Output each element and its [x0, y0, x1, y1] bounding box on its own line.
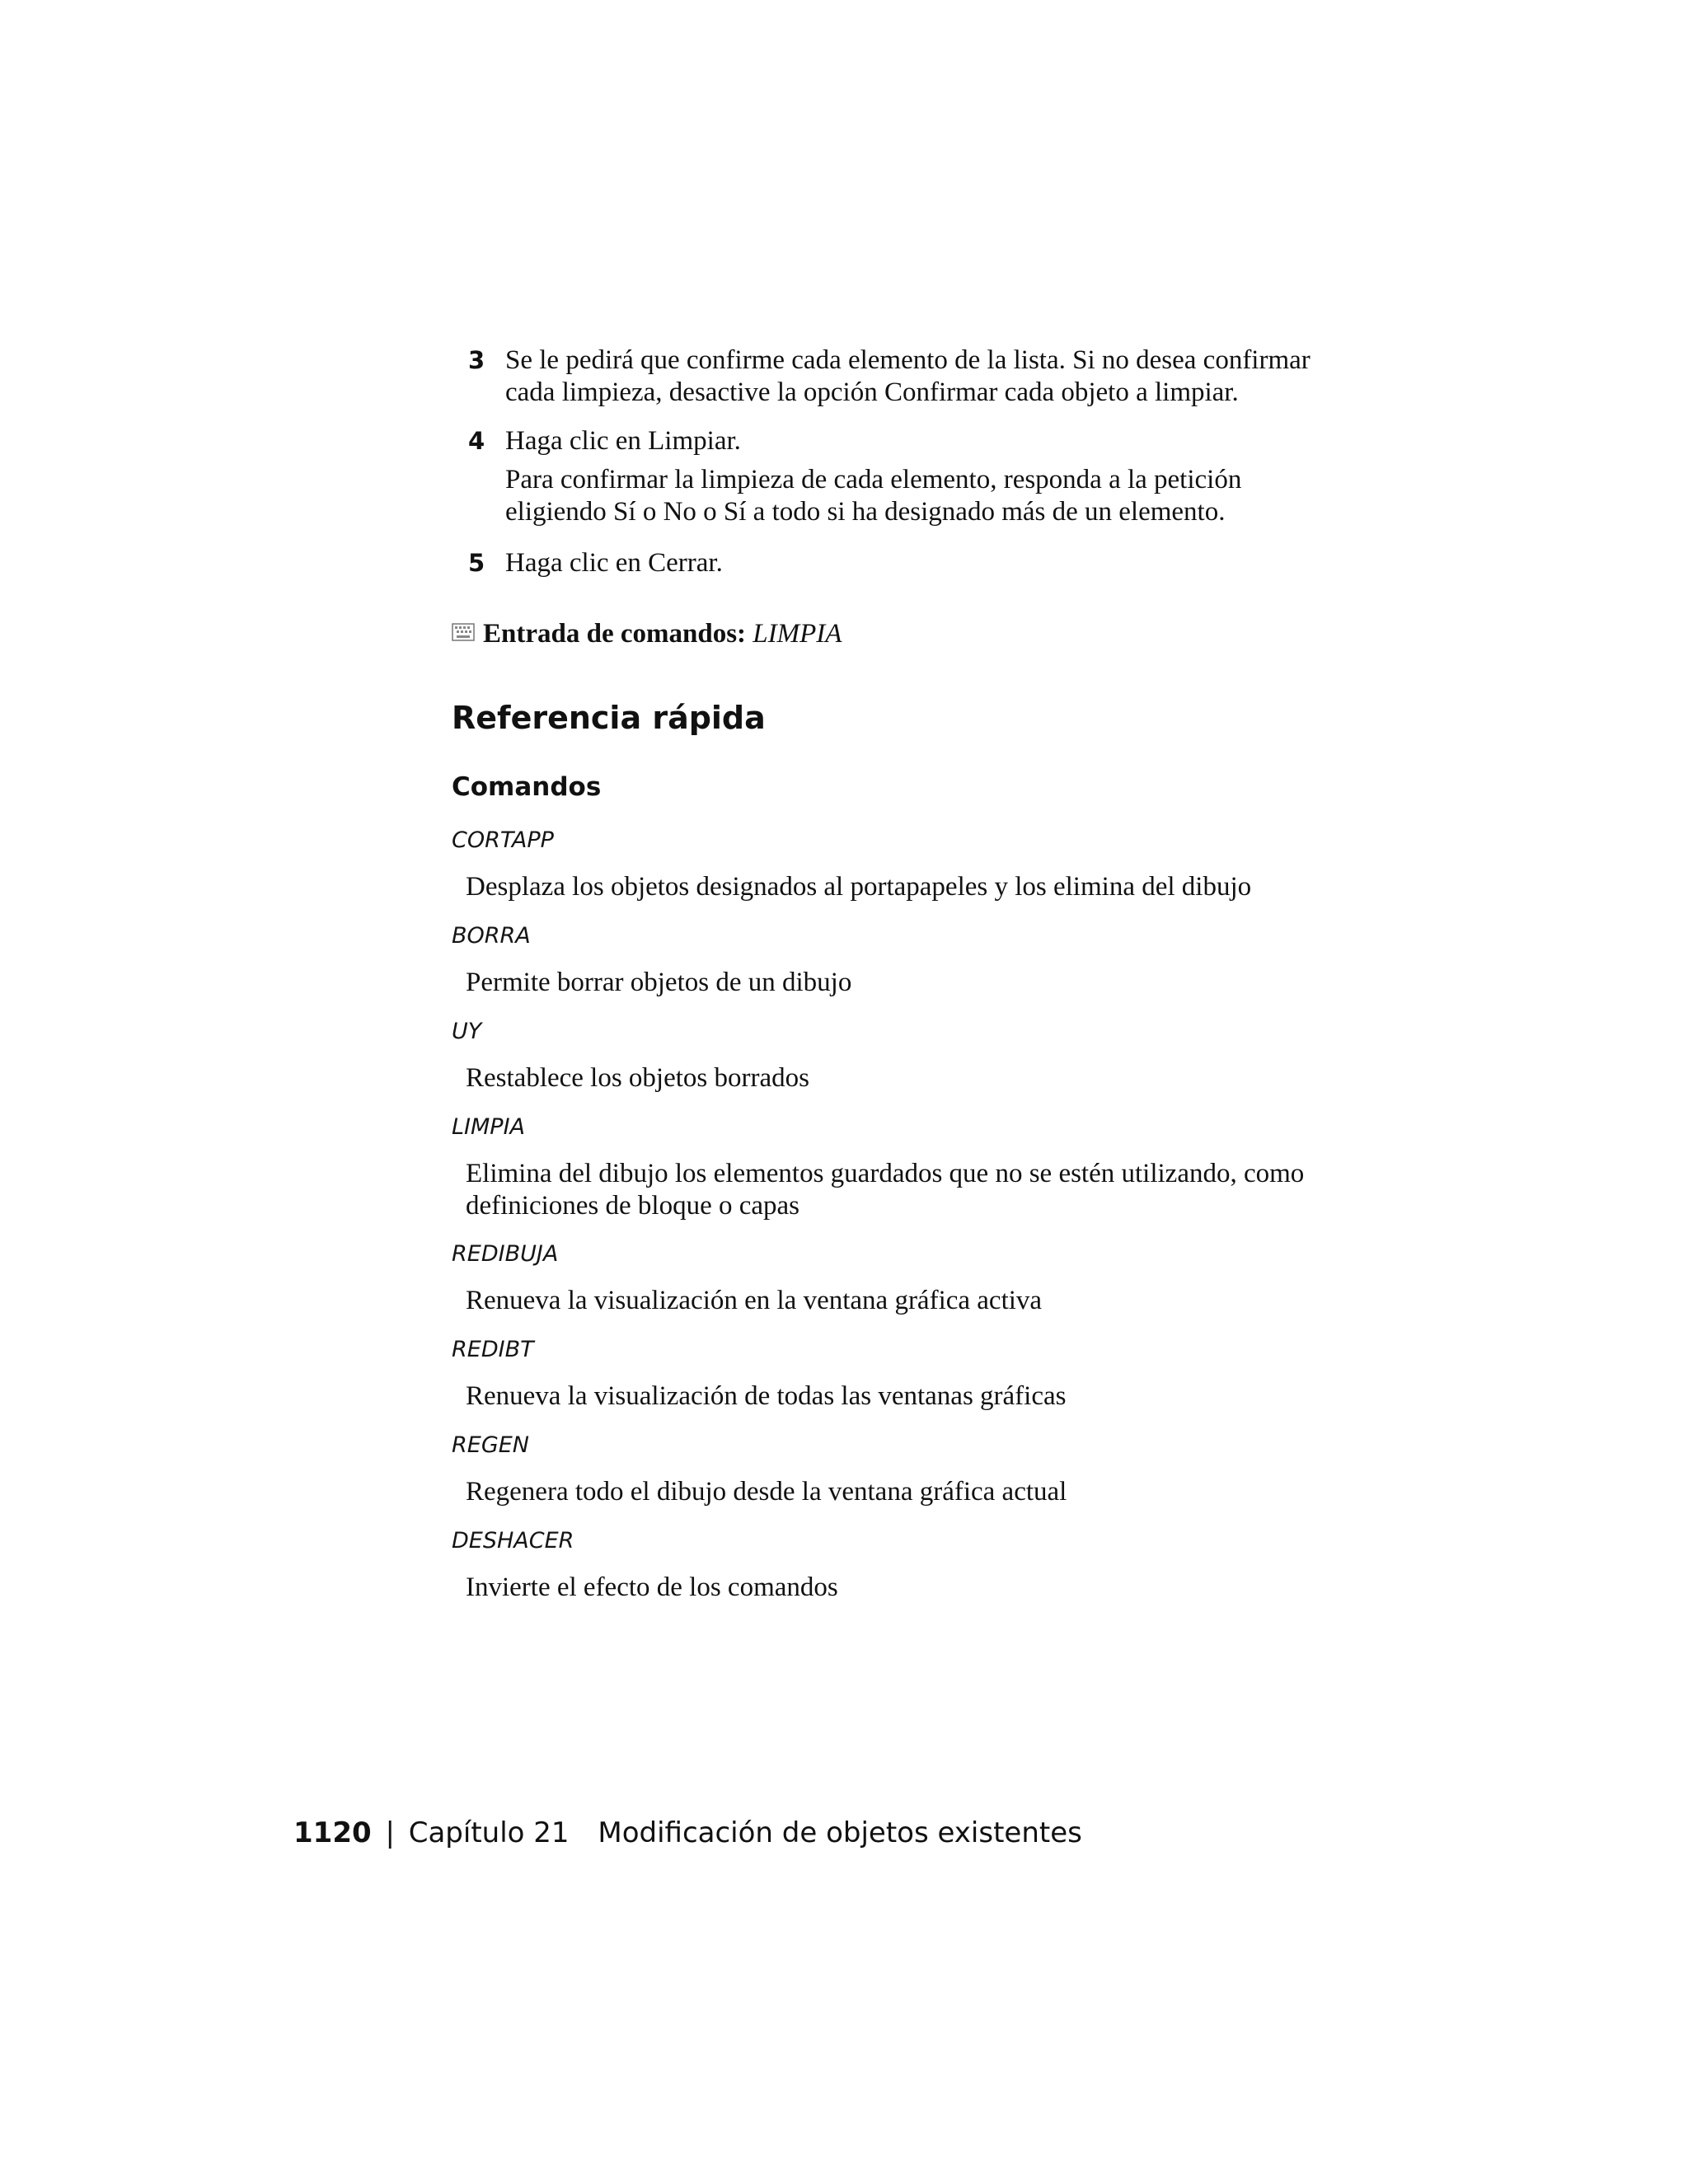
- command-name: LIMPIA: [452, 1114, 526, 1140]
- command-entry-label: Entrada de comandos:: [483, 619, 747, 649]
- command-item: [452, 827, 1342, 922]
- command-entry-value: LIMPIA: [753, 619, 842, 649]
- step-number: 5: [468, 549, 485, 577]
- commands-list: [452, 827, 1342, 1623]
- step-5: [452, 547, 1342, 579]
- command-name: UY: [452, 1019, 482, 1044]
- command-name: CORTAPP: [452, 827, 554, 853]
- step-text: Se le pedirá que confirme cada elemento de la lista. Si no desea confirmar cada limpieza, desactive la opción Confirmar cada objeto a limpiar.: [505, 345, 1311, 407]
- command-item: [452, 1336, 1342, 1432]
- command-item: [452, 1240, 1342, 1336]
- command-entry: [452, 618, 842, 650]
- command-description: Permite borrar objetos de un dibujo: [466, 968, 852, 997]
- step-number: 4: [468, 427, 485, 455]
- command-description: Restablece los objetos borrados: [466, 1063, 809, 1093]
- step-subtext: Para confirmar la limpieza de cada elemento, responda a la petición eligiendo Sí o No o Sí a todo si ha designado más de un elemento.: [505, 465, 1242, 527]
- step-3: [452, 344, 1342, 409]
- page-number: 1120: [293, 1816, 372, 1849]
- command-item: [452, 1018, 1342, 1113]
- command-description: Elimina del dibujo los elementos guardados que no se estén utilizando, como definiciones de bloque o capas: [466, 1159, 1305, 1221]
- section-title: Referencia rápida: [452, 700, 766, 736]
- command-description: Desplaza los objetos designados al portapapeles y los elimina del dibujo: [466, 872, 1252, 902]
- command-description: Invierte el efecto de los comandos: [466, 1572, 838, 1602]
- command-name: REDIBUJA: [452, 1241, 559, 1267]
- command-item: [452, 1527, 1342, 1623]
- command-item: [452, 1113, 1342, 1240]
- step-4: [452, 425, 1342, 528]
- keyboard-icon: [452, 617, 475, 649]
- command-name: REDIBT: [452, 1337, 534, 1362]
- command-item: [452, 1432, 1342, 1527]
- footer-separator: |: [385, 1816, 395, 1849]
- command-name: BORRA: [452, 923, 531, 949]
- step-text: Haga clic en Cerrar.: [505, 548, 723, 578]
- page-footer: [293, 1816, 1082, 1850]
- chapter-title: Modificación de objetos existentes: [598, 1816, 1082, 1849]
- chapter-label: Capítulo 21: [408, 1816, 570, 1849]
- step-text: Haga clic en Limpiar.: [505, 426, 741, 456]
- command-description: Regenera todo el dibujo desde la ventana gráfica actual: [466, 1477, 1067, 1507]
- step-number: 3: [468, 346, 485, 374]
- command-description: Renueva la visualización en la ventana gráfica activa: [466, 1286, 1043, 1315]
- command-description: Renueva la visualización de todas las ventanas gráficas: [466, 1381, 1067, 1411]
- command-name: DESHACER: [452, 1528, 574, 1554]
- command-item: [452, 922, 1342, 1018]
- command-name: REGEN: [452, 1432, 529, 1458]
- subsection-title: Comandos: [452, 772, 602, 802]
